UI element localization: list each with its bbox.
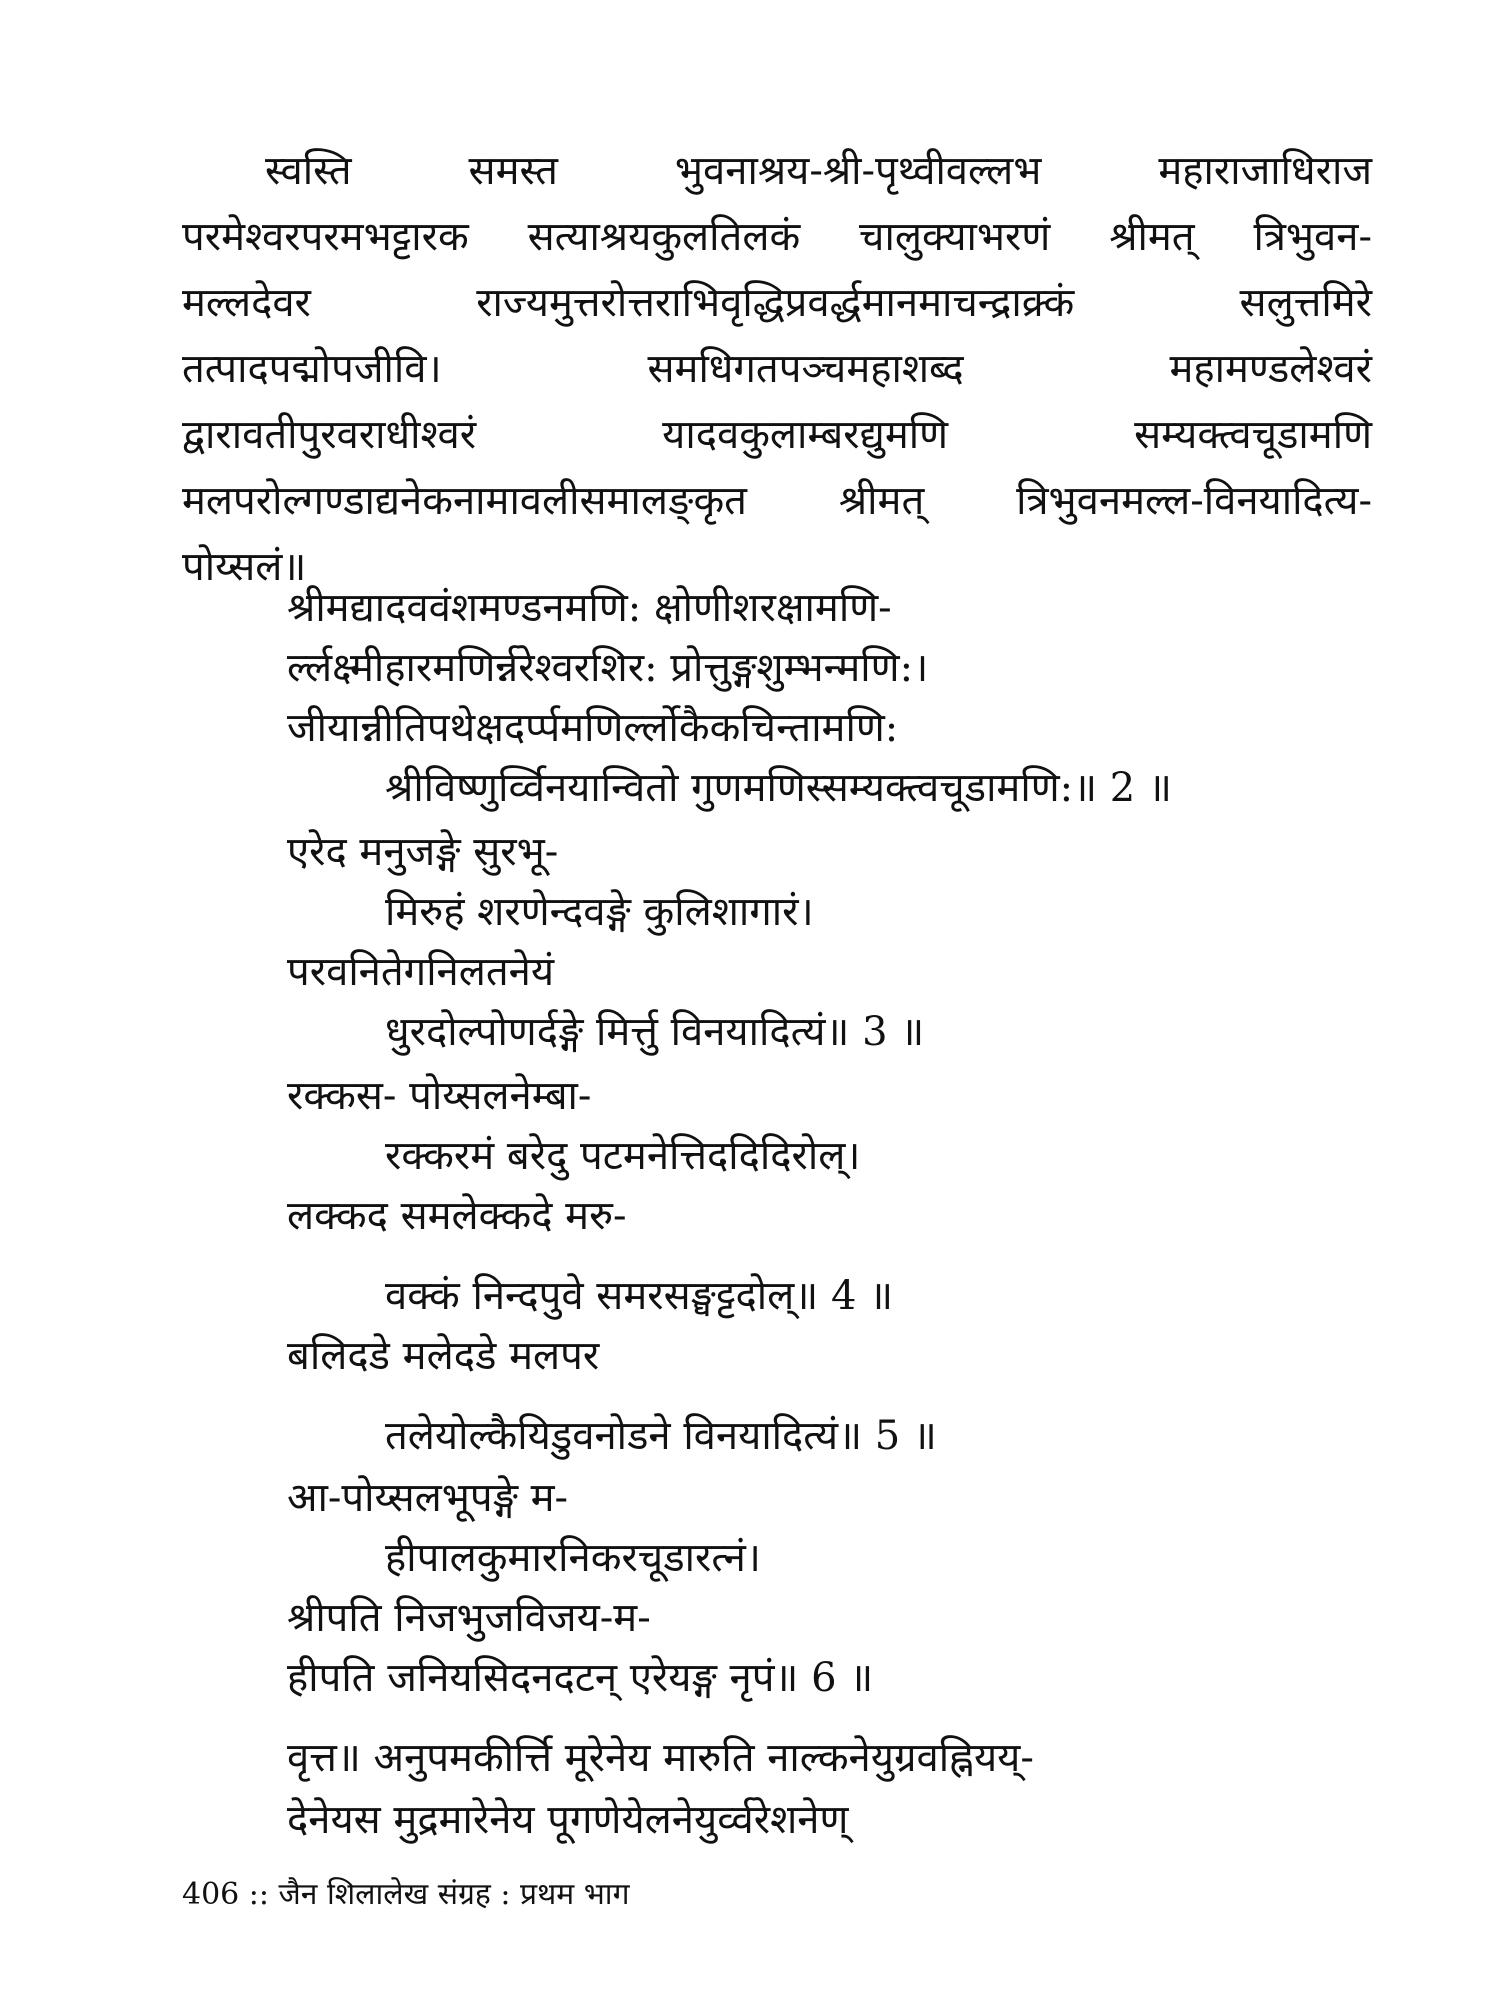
verse-line: आ-पोय्सलभूपङ्गे म-	[287, 1475, 569, 1521]
verse-line: रक्कस- पोय्सलनेम्बा-	[287, 1073, 592, 1119]
intro-line: परमेश्वरपरमभट्टारक सत्याश्रयकुलतिलकं चालुक्याभरणं श्रीमत् त्रिभुवन-	[182, 214, 1372, 260]
verse-line: श्रीपति निजभुजविजय-म-	[287, 1595, 651, 1641]
intro-line: मलपरोल्गण्डाद्यनेकनामावलीसमालङ्कृत श्रीमत् त्रिभुवनमल्ल-विनयादित्य-	[182, 478, 1372, 524]
verse-line: रक्करमं बरेदु पटमनेत्तिददिदिरोल्।	[385, 1133, 861, 1179]
page-footer: 406 :: जैन शिलालेख संग्रह : प्रथम भाग	[182, 1877, 630, 1912]
intro-line: द्वारावतीपुरवराधीश्वरं यादवकुलाम्बरद्युमणि सम्यक्त्वचूडामणि	[182, 412, 1372, 458]
verse-line: श्रीविष्णुर्व्विनयान्वितो गुणमणिस्सम्यक्त्वचूडामणि:॥ 2 ॥	[385, 765, 1172, 811]
verse-line: मिरुहं शरणेन्दवङ्गे कुलिशागारं।	[385, 889, 814, 935]
intro-line: स्वस्ति समस्त भुवनाश्रय-श्री-पृथ्वीवल्लभ महाराजाधिराज	[265, 148, 1372, 194]
verse-line: लक्कद समलेक्कदे मरु-	[287, 1193, 627, 1239]
verse-line: बलिदडे मलेदडे मलपर	[287, 1333, 600, 1379]
intro-line: मल्लदेवर राज्यमुत्तरोत्तराभिवृद्धिप्रवर्द्धमानमाचन्द्राक्र्कं सलुत्तमिरे	[182, 280, 1372, 326]
intro-line: पोय्सलं॥	[182, 544, 307, 590]
verse-line: वक्कं निन्दपुवे समरसङ्घट्टदोल्॥ 4 ॥	[385, 1273, 894, 1319]
intro-line: तत्पादपद्मोपजीवि। समधिगतपञ्चमहाशब्द महामण्डलेश्वरं	[182, 346, 1372, 392]
verse-line: जीयान्नीतिपथेक्षदर्प्पमणिर्ल्लोकैकचिन्तामणि:	[287, 705, 899, 751]
verse-line: देनेयस मुद्रमारेनेय पूगणेयेलनेयुर्व्वरेशनेण्	[287, 1797, 849, 1843]
verse-line: हीपति जनियसिदनदटन् एरेयङ्ग नृपं॥ 6 ॥	[287, 1655, 874, 1701]
verse-line: हीपालकुमारनिकरचूडारत्नं।	[385, 1535, 761, 1581]
intro-paragraph	[182, 138, 1372, 600]
verse-line: श्रीमद्यादववंशमण्डनमणि: क्षोणीशरक्षामणि-	[287, 585, 892, 631]
verse-line: धुरदोल्पोणर्दङ्गे मिर्त्तु विनयादित्यं॥ 3 ॥	[385, 1009, 925, 1055]
verse-line: एरेद मनुजङ्गे सुरभू-	[287, 829, 559, 875]
verse-line: तलेयोल्कैयिडुवनोडने विनयादित्यं॥ 5 ॥	[385, 1413, 937, 1459]
verse-line: वृत्त॥ अनुपमकीर्त्ति मूरेनेय मारुति नाल्कनेयुग्रवह्नियय्-	[287, 1735, 1034, 1781]
verse-line: परवनितेगनिलतनेयं	[287, 949, 555, 995]
verse-line: र्ल्लक्ष्मीहारमणिर्न्नरेश्वरशिर: प्रोत्तुङ्गशुम्भन्मणि:।	[287, 645, 929, 691]
